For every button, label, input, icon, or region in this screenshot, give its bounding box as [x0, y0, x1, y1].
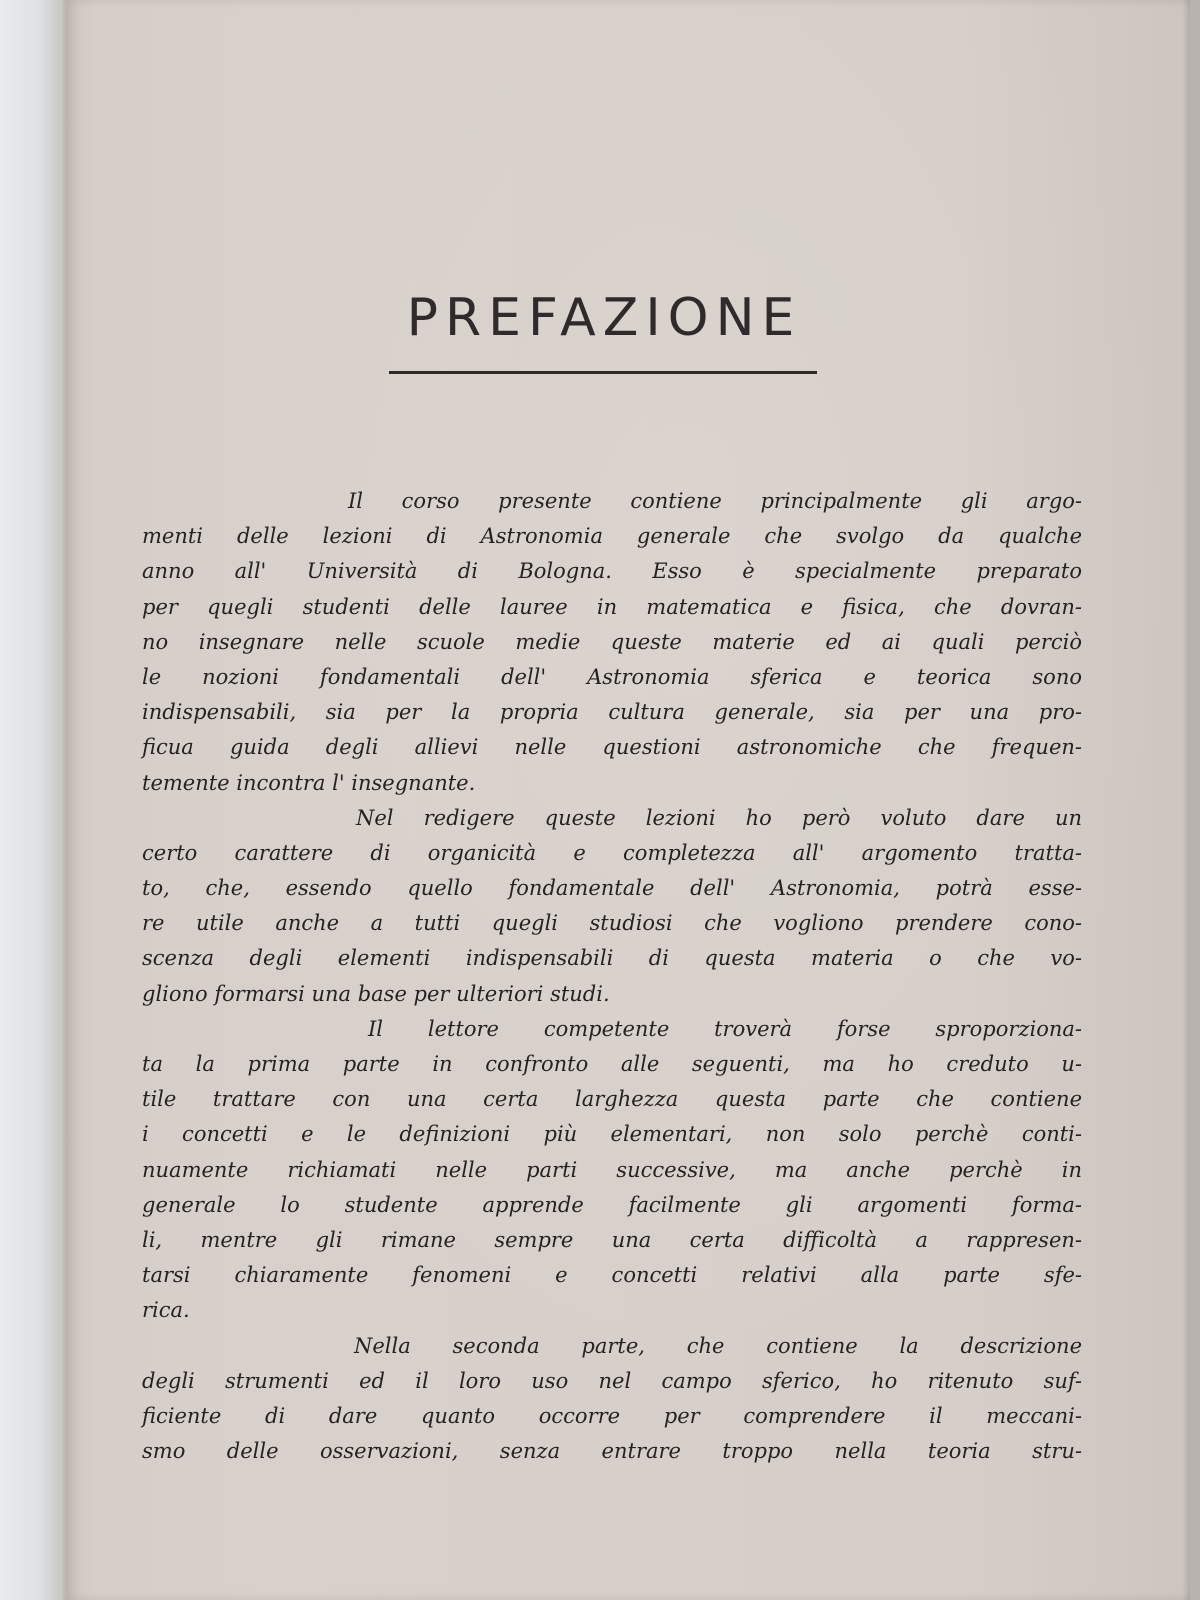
- paragraph-1-line-7: indispensabili, sia per la propria cultura generale, sia per una pro-: [142, 700, 1082, 725]
- paragraph-3-line-8: tarsi chiaramente fenomeni e concetti relativi alla parte sfe-: [142, 1263, 1082, 1288]
- page-title: PREFAZIONE: [406, 288, 802, 348]
- paragraph-1-line-1: Il corso presente contiene principalmente gli argo-: [348, 489, 1082, 513]
- paragraph-1-line-3: anno all' Università di Bologna. Esso è specialmente preparato: [142, 559, 1082, 584]
- paragraph-4-line-2: degli strumenti ed il loro uso nel campo sferico, ho ritenuto suf-: [142, 1368, 1082, 1393]
- paragraph-1-line-5: no insegnare nelle scuole medie queste materie ed ai quali perciò: [142, 629, 1082, 654]
- paragraph-1-line-4: per quegli studenti delle lauree in matematica e fisica, che dovran-: [142, 594, 1082, 619]
- paragraph-2-line-6: gliono formarsi una base per ulteriori studi.: [142, 981, 610, 1006]
- paragraph-1-line-2: menti delle lezioni di Astronomia generale che svolgo da qualche: [142, 524, 1082, 549]
- paragraph-2-line-1: Nel redigere queste lezioni ho però voluto dare un: [356, 805, 1082, 830]
- paragraph-3-line-2: ta la prima parte in confronto alle seguenti, ma ho creduto u-: [142, 1052, 1082, 1076]
- paragraph-3-line-9: rica.: [142, 1298, 190, 1323]
- book-page: [66, 0, 1190, 1600]
- paragraph-4-line-3: ficiente di dare quanto occorre per comprendere il meccani-: [142, 1403, 1082, 1428]
- paragraph-2-line-5: scenza degli elementi indispensabili di questa materia o che vo-: [142, 946, 1082, 971]
- paragraph-3-line-1: Il lettore competente troverà forse sproporziona-: [368, 1016, 1082, 1041]
- paragraph-1-line-8: ficua guida degli allievi nelle questioni astronomiche che frequen-: [142, 735, 1082, 760]
- paragraph-1-line-9: temente incontra l' insegnante.: [142, 770, 476, 795]
- paragraph-4-line-4: smo delle osservazioni, senza entrare troppo nella teoria stru-: [142, 1439, 1082, 1464]
- paragraph-4-line-1: Nella seconda parte, che contiene la descrizione: [354, 1333, 1082, 1358]
- paragraph-3-line-3: tile trattare con una certa larghezza questa parte che contiene: [142, 1087, 1082, 1112]
- title-underline: [389, 371, 817, 374]
- paragraph-2-line-2: certo carattere di organicità e completezza all' argomento tratta-: [142, 840, 1082, 865]
- paragraph-3-line-6: generale lo studente apprende facilmente gli argomenti forma-: [142, 1192, 1082, 1217]
- paragraph-3-line-7: li, mentre gli rimane sempre una certa difficoltà a rappresen-: [142, 1227, 1082, 1252]
- paragraph-2-line-3: to, che, essendo quello fondamentale dell' Astronomia, potrà esse-: [142, 876, 1082, 901]
- paragraph-3-line-5: nuamente richiamati nelle parti successive, ma anche perchè in: [142, 1157, 1082, 1182]
- paragraph-1-line-6: le nozioni fondamentali dell' Astronomia sferica e teorica sono: [142, 664, 1082, 689]
- preface-body: [142, 484, 1082, 1469]
- paragraph-3-line-4: i concetti e le definizioni più elementari, non solo perchè conti-: [142, 1122, 1082, 1147]
- paragraph-2-line-4: re utile anche a tutti quegli studiosi che vogliono prendere cono-: [142, 911, 1082, 936]
